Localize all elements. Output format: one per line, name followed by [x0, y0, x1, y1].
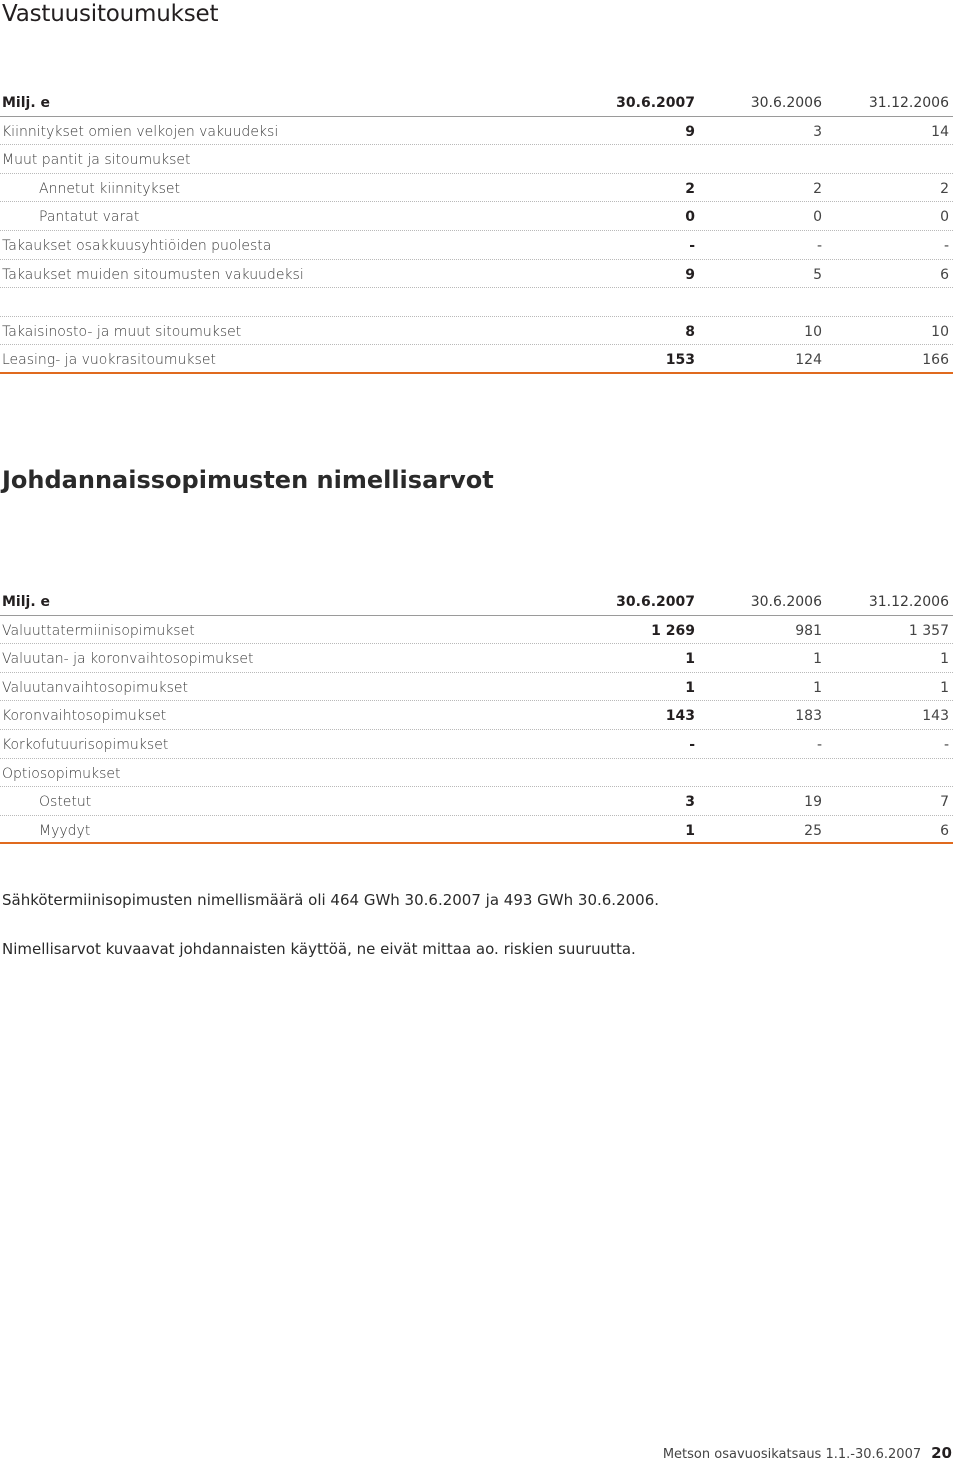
- value-2007: 2: [685, 180, 695, 197]
- value-2006: 1: [813, 679, 822, 696]
- value-2007: 1: [685, 679, 695, 696]
- value-2006: -: [816, 736, 822, 753]
- value-2006-12: 166: [922, 352, 949, 369]
- value-2006: 5: [813, 266, 822, 283]
- value-2006: 2: [813, 180, 822, 197]
- value-2007: 9: [685, 123, 695, 140]
- commitments-table: [0, 88, 953, 374]
- table-row: [0, 231, 953, 260]
- header-col-2007: 30.6.2007: [616, 95, 695, 111]
- table-row: [0, 345, 953, 374]
- table-row: [0, 759, 953, 788]
- value-2006-12: 0: [940, 209, 949, 226]
- table-row: [0, 701, 953, 730]
- value-2006: 183: [795, 708, 822, 725]
- footer-report-title: Metson osavuosikatsaus 1.1.-30.6.2007: [662, 1447, 922, 1462]
- row-label: Pantatut varat: [39, 209, 140, 226]
- value-2007: 143: [665, 708, 695, 725]
- value-2006: -: [816, 237, 822, 254]
- row-label: Muut pantit ja sitoumukset: [2, 152, 191, 169]
- value-2006-12: 143: [922, 708, 949, 725]
- value-2007: 153: [665, 352, 695, 369]
- value-2006-12: 6: [940, 266, 949, 283]
- derivatives-table: [0, 587, 953, 844]
- value-2006-12: 1 357: [908, 622, 949, 639]
- page-number: 20: [931, 1444, 952, 1462]
- table-row: [0, 117, 953, 146]
- value-2007: 9: [685, 266, 695, 283]
- note-electricity-forwards: Sähkötermiinisopimusten nimellismäärä oli 464 GWh 30.6.2007 ja 493 GWh 30.6.2006.: [2, 891, 660, 909]
- value-2007: 0: [685, 209, 695, 226]
- row-label: Takaisinosto- ja muut sitoumukset: [2, 323, 242, 340]
- table-row: [0, 202, 953, 231]
- value-2007: 1 269: [651, 622, 695, 639]
- header-col-2006: 30.6.2006: [750, 95, 822, 111]
- value-2006-12: -: [943, 237, 949, 254]
- table-row: [0, 816, 953, 845]
- note-nominal-values: Nimellisarvot kuvaavat johdannaisten käyttöä, ne eivät mittaa ao. riskien suuruutta.: [2, 940, 636, 958]
- value-2006-12: 1: [940, 679, 949, 696]
- section-title-derivatives: Johdannaissopimusten nimellisarvot: [2, 466, 494, 494]
- value-2006-12: -: [943, 736, 949, 753]
- row-label: Myydyt: [39, 822, 91, 839]
- value-2006-12: 2: [940, 180, 949, 197]
- row-label: Takaukset muiden sitoumusten vakuudeksi: [2, 266, 304, 283]
- value-2007: 1: [685, 651, 695, 668]
- value-2006: 3: [813, 123, 822, 140]
- header-unit-label: Milj. e: [2, 95, 51, 111]
- table-row: [0, 174, 953, 203]
- row-label: Koronvaihtosopimukset: [2, 708, 167, 725]
- row-label: Optiosopimukset: [2, 765, 121, 782]
- header-col-2006-12: 31.12.2006: [868, 594, 949, 610]
- value-2006: 10: [804, 323, 822, 340]
- value-2006: 981: [795, 622, 822, 639]
- table-row: [0, 616, 953, 645]
- table-row: [0, 644, 953, 673]
- table-header: [0, 587, 953, 616]
- value-2006: 1: [813, 651, 822, 668]
- table-row: [0, 673, 953, 702]
- row-label: Kiinnitykset omien velkojen vakuudeksi: [2, 123, 279, 140]
- header-col-2006-12: 31.12.2006: [868, 95, 949, 111]
- value-2006: 124: [795, 352, 822, 369]
- table-row: [0, 317, 953, 346]
- value-2006: 0: [813, 209, 822, 226]
- row-label: Valuutanvaihtosopimukset: [2, 679, 188, 696]
- value-2006: 25: [804, 822, 822, 839]
- value-2007: 3: [685, 794, 695, 811]
- table-row: [0, 260, 953, 289]
- row-label: Valuutan- ja koronvaihtosopimukset: [2, 651, 254, 668]
- table-row: [0, 145, 953, 174]
- value-2006-12: 7: [940, 794, 949, 811]
- header-col-2007: 30.6.2007: [616, 594, 695, 610]
- value-2007: 1: [685, 822, 695, 839]
- table-row: [0, 787, 953, 816]
- header-unit-label: Milj. e: [2, 594, 51, 610]
- row-label: Valuuttatermiinisopimukset: [2, 622, 195, 639]
- row-label: Leasing- ja vuokrasitoumukset: [2, 352, 216, 369]
- value-2006-12: 10: [931, 323, 949, 340]
- value-2007: -: [689, 237, 695, 254]
- value-2007: 8: [685, 323, 695, 340]
- table-header: [0, 88, 953, 117]
- value-2006-12: 14: [931, 123, 949, 140]
- row-label: Korkofutuurisopimukset: [2, 736, 169, 753]
- row-label: Annetut kiinnitykset: [39, 180, 181, 197]
- header-col-2006: 30.6.2006: [750, 594, 822, 610]
- table-row: [0, 288, 953, 317]
- value-2006-12: 6: [940, 822, 949, 839]
- page-footer: [663, 1444, 952, 1462]
- section-title-commitments: Vastuusitoumukset: [2, 1, 219, 27]
- row-label: Takaukset osakkuusyhtiöiden puolesta: [2, 237, 272, 254]
- table-row: [0, 730, 953, 759]
- value-2006-12: 1: [940, 651, 949, 668]
- row-label: Ostetut: [39, 794, 92, 811]
- value-2006: 19: [804, 794, 822, 811]
- value-2007: -: [689, 736, 695, 753]
